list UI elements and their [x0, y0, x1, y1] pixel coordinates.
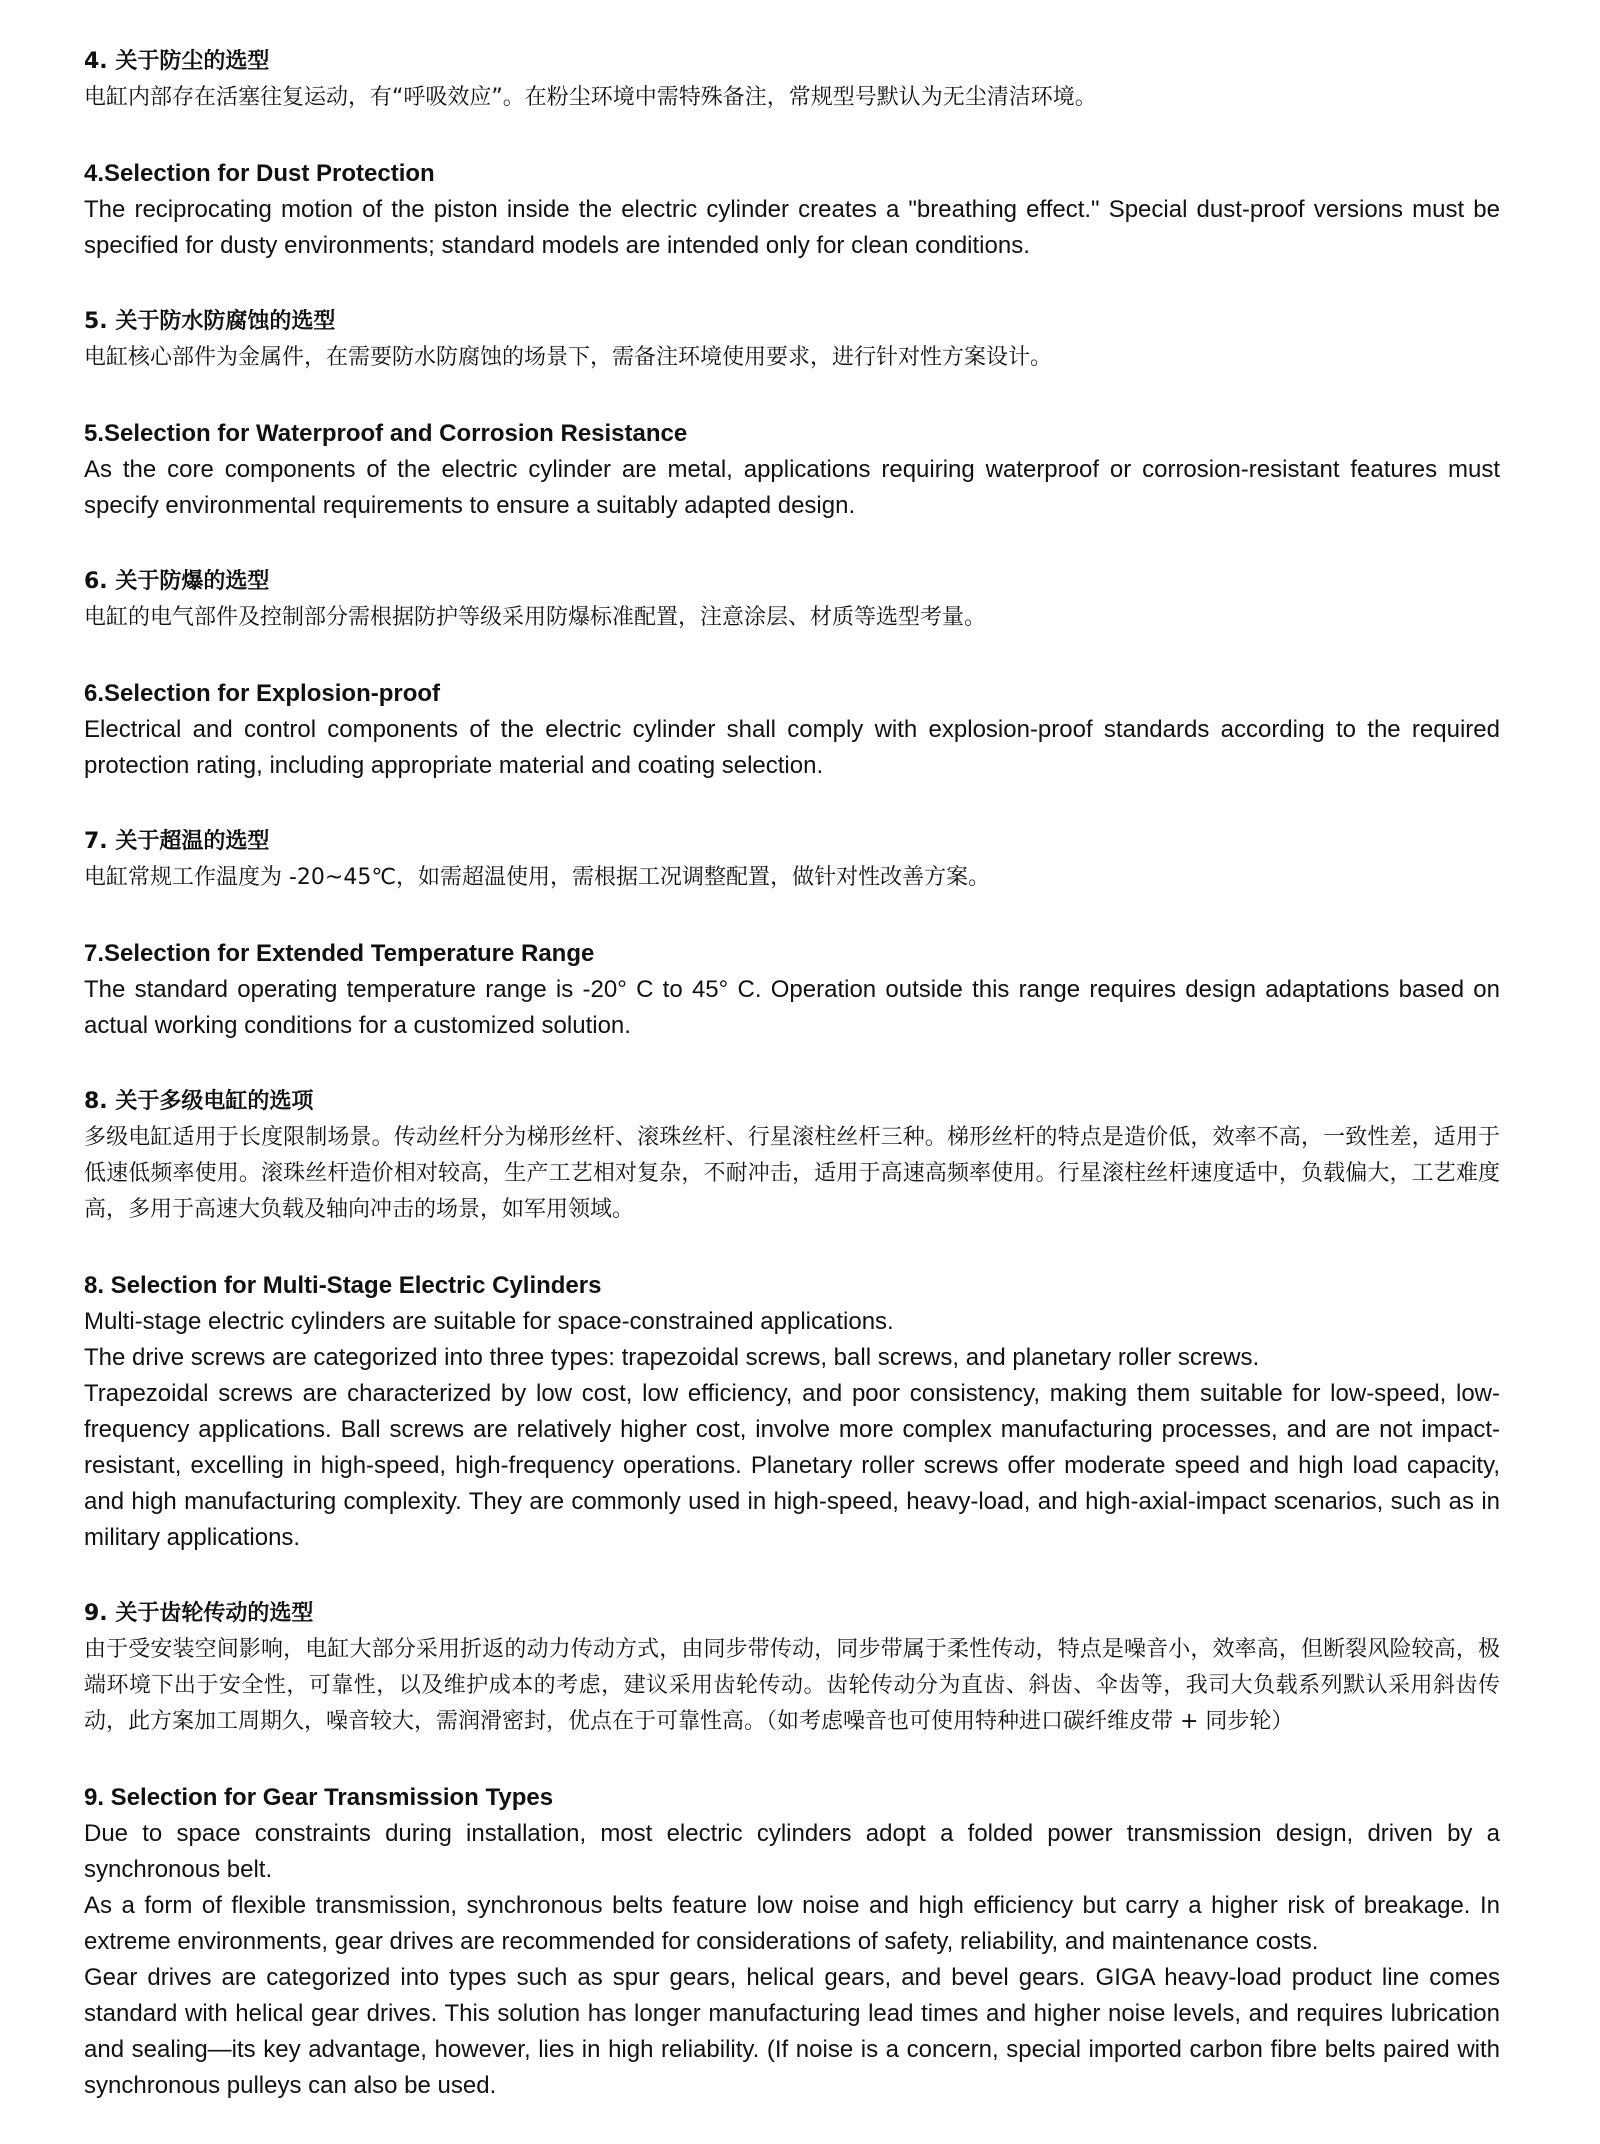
section-6-chinese-heading: 6. 关于防爆的选型	[84, 569, 270, 594]
section-6-chinese-block	[84, 564, 1500, 636]
section-7-chinese-paragraph: 电缸常规工作温度为 -20~45℃，如需超温使用，需根据工况调整配置，做针对性改善方案。	[84, 865, 991, 890]
section-5-chinese-block	[84, 304, 1500, 376]
section-4-english-paragraph: The reciprocating motion of the piston inside the electric cylinder creates a "breathing effect." Special dust-proof versions must be specified for dusty environments; standard models are intended only for clean conditions.	[84, 196, 1500, 259]
section-8-chinese-block	[84, 1084, 1500, 1228]
section-4-chinese-block	[84, 44, 1500, 116]
section-7-english-paragraph: The standard operating temperature range is -20° C to 45° C. Operation outside this range requires design adaptations based on actual working conditions for a customized solution.	[84, 976, 1500, 1039]
section-7-chinese-block	[84, 824, 1500, 896]
section-6	[84, 564, 1500, 784]
section-7	[84, 824, 1500, 1044]
section-5	[84, 304, 1500, 524]
section-9-english-paragraph-3: Gear drives are categorized into types such as spur gears, helical gears, and bevel gears. GIGA heavy-load product line comes standard with helical gear drives. This solution has longer manufacturing lead times and higher noise levels, and requires lubrication and sealing—its key advantage, however, lies in high reliability. (If noise is a concern, special imported carbon fibre belts paired with synchronous pulleys can also be used.	[84, 1964, 1500, 2099]
section-4	[84, 44, 1500, 264]
section-9	[84, 1596, 1500, 2104]
section-6-english-heading: 6.Selection for Explosion-proof	[84, 680, 441, 707]
section-4-english-heading: 4.Selection for Dust Protection	[84, 160, 435, 187]
section-9-english-block	[84, 1780, 1500, 2104]
section-6-chinese-paragraph: 电缸的电气部件及控制部分需根据防护等级采用防爆标准配置，注意涂层、材质等选型考量。	[84, 605, 987, 630]
section-6-english-block	[84, 676, 1500, 784]
section-5-chinese-paragraph: 电缸核心部件为金属件，在需要防水防腐蚀的场景下，需备注环境使用要求，进行针对性方案设计。	[84, 345, 1053, 370]
section-7-english-block	[84, 936, 1500, 1044]
section-4-english-block	[84, 156, 1500, 264]
section-8-english-heading: 8. Selection for Multi-Stage Electric Cylinders	[84, 1272, 602, 1299]
section-5-english-paragraph: As the core components of the electric cylinder are metal, applications requiring waterproof or corrosion-resistant features must specify environmental requirements to ensure a suitably adapted design.	[84, 456, 1500, 519]
section-5-english-heading: 5.Selection for Waterproof and Corrosion Resistance	[84, 420, 688, 447]
section-6-english-paragraph: Electrical and control components of the electric cylinder shall comply with explosion-proof standards according to the required protection rating, including appropriate material and coating selection.	[84, 716, 1500, 779]
section-9-english-paragraph-2: As a form of flexible transmission, synchronous belts feature low noise and high efficiency but carry a higher risk of breakage. In extreme environments, gear drives are recommended for considerations of safety, reliability, and maintenance costs.	[84, 1892, 1500, 1955]
section-9-english-heading: 9. Selection for Gear Transmission Types	[84, 1784, 554, 1811]
section-8-english-paragraph-2: The drive screws are categorized into three types: trapezoidal screws, ball screws, and planetary roller screws.	[84, 1344, 1260, 1371]
section-8-chinese-paragraph: 多级电缸适用于长度限制场景。传动丝杆分为梯形丝杆、滚珠丝杆、行星滚柱丝杆三种。梯形丝杆的特点是造价低，效率不高，一致性差，适用于低速低频率使用。滚珠丝杆造价相对较高，生产工艺相对复杂，不耐冲击，适用于高速高频率使用。行星滚柱丝杆速度适中，负载偏大，工艺难度高，多用于高速大负载及轴向冲击的场景，如军用领域。	[84, 1125, 1500, 1222]
section-9-chinese-heading: 9. 关于齿轮传动的选型	[84, 1601, 314, 1626]
section-9-chinese-block	[84, 1596, 1500, 1740]
section-8	[84, 1084, 1500, 1556]
section-4-chinese-paragraph: 电缸内部存在活塞往复运动，有“呼吸效应”。在粉尘环境中需特殊备注，常规型号默认为无尘清洁环境。	[84, 85, 1097, 110]
section-8-chinese-heading: 8. 关于多级电缸的选项	[84, 1089, 314, 1114]
section-8-english-block	[84, 1268, 1500, 1556]
document-body	[84, 44, 1500, 2144]
section-5-english-block	[84, 416, 1500, 524]
section-4-chinese-heading: 4. 关于防尘的选型	[84, 49, 270, 74]
section-9-chinese-paragraph: 由于受安装空间影响，电缸大部分采用折返的动力传动方式，由同步带传动，同步带属于柔性传动，特点是噪音小，效率高，但断裂风险较高，极端环境下出于安全性，可靠性，以及维护成本的考虑，建议采用齿轮传动。齿轮传动分为直齿、斜齿、伞齿等，我司大负载系列默认采用斜齿传动，此方案加工周期久，噪音较大，需润滑密封，优点在于可靠性高。（如考虑噪音也可使用特种进口碳纤维皮带 + 同步轮）	[84, 1637, 1500, 1734]
section-8-english-paragraph-1: Multi-stage electric cylinders are suitable for space-constrained applications.	[84, 1308, 894, 1335]
section-8-english-paragraph-3: Trapezoidal screws are characterized by low cost, low efficiency, and poor consistency, making them suitable for low-speed, low-frequency applications. Ball screws are relatively higher cost, involve more complex manufacturing processes, and are not impact-resistant, excelling in high-speed, high-frequency operations. Planetary roller screws offer moderate speed and high load capacity, and high manufacturing complexity. They are commonly used in high-speed, heavy-load, and high-axial-impact scenarios, such as in military applications.	[84, 1380, 1500, 1551]
section-5-chinese-heading: 5. 关于防水防腐蚀的选型	[84, 309, 336, 334]
section-7-english-heading: 7.Selection for Extended Temperature Range	[84, 940, 595, 967]
section-9-english-paragraph-1: Due to space constraints during installation, most electric cylinders adopt a folded power transmission design, driven by a synchronous belt.	[84, 1820, 1500, 1883]
section-7-chinese-heading: 7. 关于超温的选型	[84, 829, 270, 854]
